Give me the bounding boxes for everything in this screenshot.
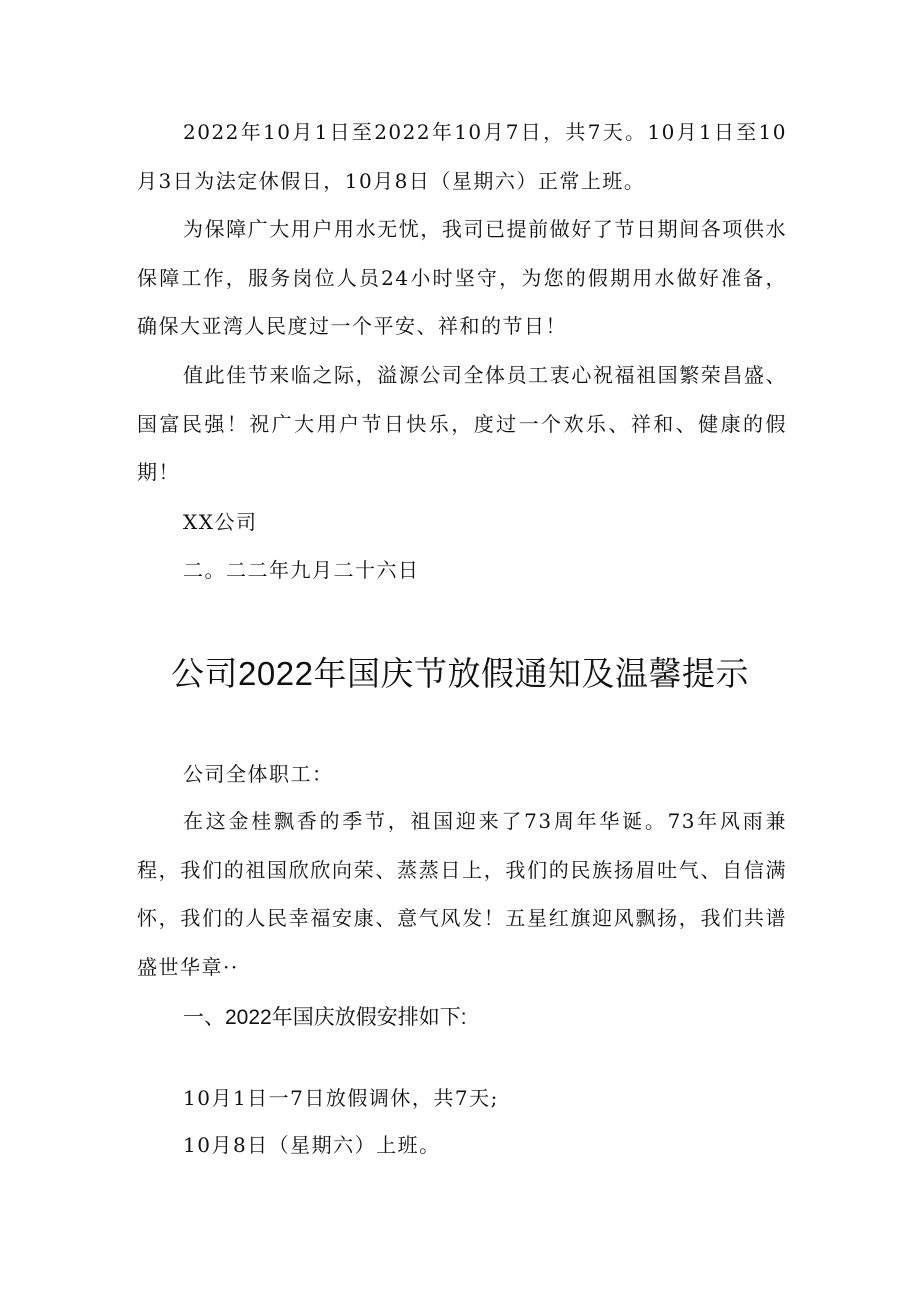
- signature-date: 二。二二年九月二十六日: [183, 558, 420, 582]
- schedule-item: 10月8日（星期六）上班。: [183, 1133, 441, 1157]
- notice-title: 公司2022年国庆节放假通知及温馨提示: [171, 655, 749, 692]
- section-heading-schedule: 一、2022年国庆放假安排如下:: [183, 1006, 467, 1029]
- paragraph-holiday-dates: 2022年10月1日至2022年10月7日，共7天。10月1日至10月3日为法定休假日，10月8日（星期六）正常上班。: [137, 120, 787, 193]
- paragraph-blessing: 值此佳节来临之际，溢源公司全体员工衷心祝福祖国繁荣昌盛、国富民强！祝广大用户节日快乐，度过一个欢乐、祥和、健康的假期！: [137, 363, 787, 484]
- salutation: 公司全体职工：: [183, 762, 334, 786]
- schedule-item: 10月1日一7日放假调休，共7天;: [183, 1086, 499, 1110]
- signature-company: XX公司: [183, 510, 258, 534]
- paragraph-water-supply: 为保障广大用户用水无忧，我司已提前做好了节日期间各项供水保障工作，服务岗位人员24小时坚守，为您的假期用水做好准备，确保大亚湾人民度过一个平安、祥和的节日！: [137, 217, 787, 338]
- paragraph-intro: 在这金桂飘香的季节，祖国迎来了73周年华诞。73年风雨兼程，我们的祖国欣欣向荣、蒸蒸日上，我们的民族扬眉吐气、自信满怀，我们的人民幸福安康、意气风发！五星红旗迎风飘扬，我们共谱盛世华章··: [137, 809, 787, 979]
